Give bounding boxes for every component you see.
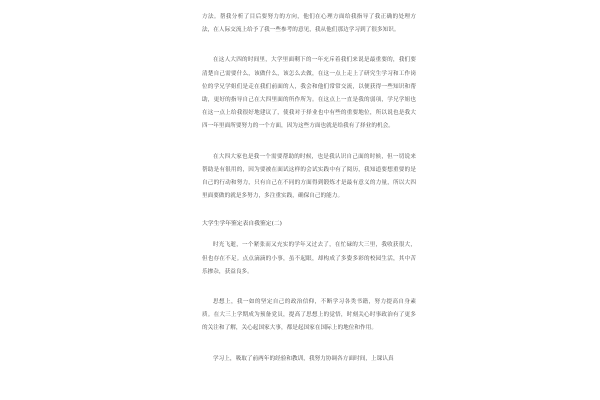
paragraph-6: 学习上，吸取了前两年的经验和教训，我努力协调各方面时间，上课认真 [213,355,394,362]
paragraph-4: 时光飞逝，一个紧张而又充实的学年又过去了，在忙碌的大三里，我收获很大，但也存在不足。点点滴滴的小事，虽不起眼，却构成了多姿多彩的校园生活，其中苦乐掺杂，获益良多。 [202,242,416,275]
paragraph-5: 思想上，我一如的坚定自己的政治信仰，不断学习各类书籍，努力提高自身素质。在大三上学期成为预备党员，提高了思想上的觉悟，时刻关心时事政治有了更多的关注和了解，关心起国家大事，都是起国家在国际上的地位和作用。 [202,299,416,332]
paragraph-2: 在这人大四的时间里，大学里面剩下的一年充斥着我们来说是最重要的，我们要清楚自己需要什么，该做什么，该怎么去做，在这一点上走上了研究生学习和工作岗位的学兄学姐们是走在我们前面的人，我会和他们常常交流，以便获得一些知识和帮助，更好的指导自己在大四里面的所作所为。在这点上一直是我的弱项，学兄学姐也在这一点上给我很好地建议了，使我对于择业也中有些的重要地位，所以说也是我大四一年里面所要努力的一个方面，因为这些方面也就是给我有了择业的机会。 [202,57,416,130]
document-body [202,11,416,366]
paragraph-3: 在大四大家也是我一个需要帮助的时候，也是我认识自己面的时候，但一切说来帮助是有很用的，因为要被在面试这样的会试实践中有了阅历，我知道要想重要的是自己的行动和努力，只有自己在不同的方面得到锻炼才是最有意义的力量，所以大四里面要做的就是多努力，多注重实践，确保自己的能力。 [202,153,416,200]
section-heading: 大学生学年鉴定表自我鉴定(二) [202,221,282,228]
paragraph-1: 方法。帮我分析了目后要努力的方向，他们在心理方面给我指导了我正确的处理方法，在人际交流上给予了我一些参考的意见，我从他们那边学习到了很多知识。 [202,14,416,34]
